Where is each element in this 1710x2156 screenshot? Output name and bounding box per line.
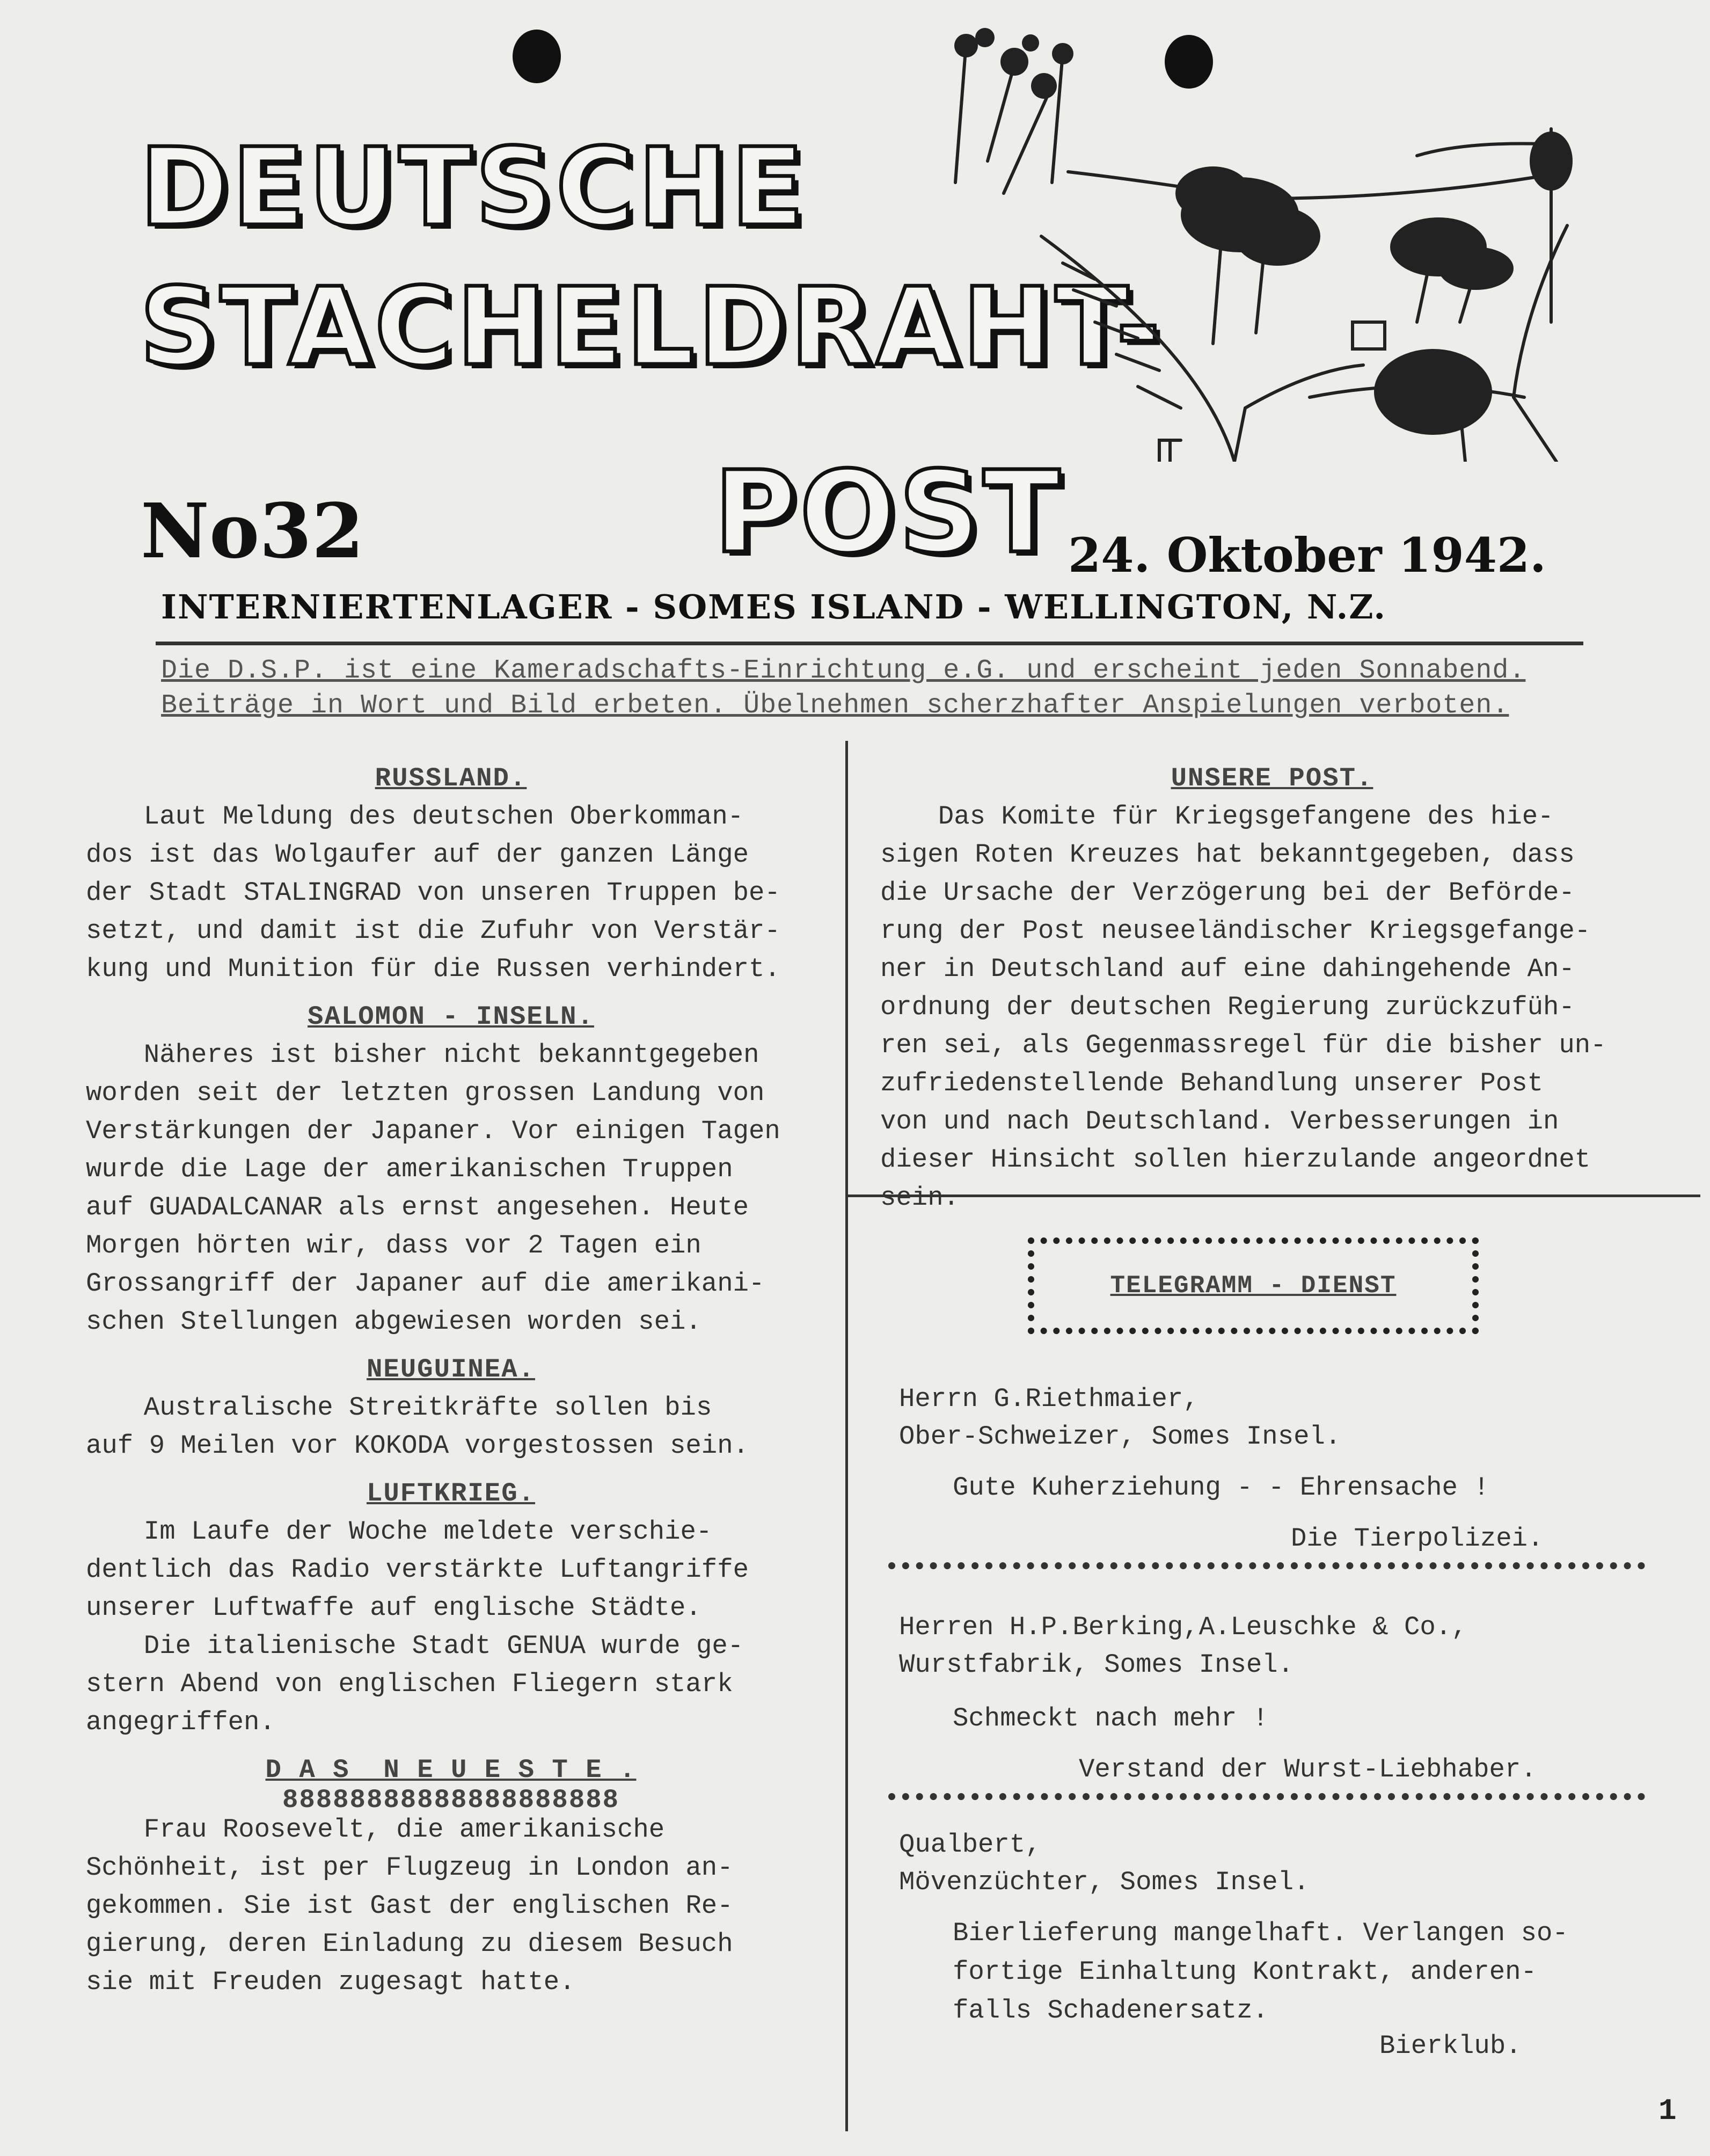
right-column-post <box>880 760 1664 1217</box>
tg1-sender: Die Tierpolizei. <box>1291 1524 1544 1554</box>
telegram-title-box <box>1028 1237 1479 1334</box>
tg1-message: Gute Kuherziehung - - Ehrensache ! <box>953 1473 1489 1503</box>
masthead-line-3: POST <box>714 447 1063 578</box>
tg3-address: Mövenzüchter, Somes Insel. <box>899 1867 1310 1897</box>
article-post: Das Komite für Kriegsgefangene des hie- sigen Roten Kreuzes hat bekanntgegeben, dass die Ursache der Verzögerung bei der Beförde- rung der Post neuseeländischer Kriegsgefange- ner in Deutschland auf eine dahingehende An- ordnung der deutschen Regierung zurückzufüh- ren sei, als Gegenmassregel für die bisher un- zufriedenstellende Behandlung unserer Post von und nach Deutschland. Verbesserungen in dieser Hinsicht sollen hierzulande angeordnet sein. <box>880 802 1606 1213</box>
tg2-sender: Verstand der Wurst-Liebhaber. <box>1079 1754 1537 1784</box>
telegram-separator-2 <box>888 1793 1645 1800</box>
tg3-addressee: Qualbert, <box>899 1830 1041 1860</box>
heading-neueste: D A S N E U E S T E . <box>265 1755 637 1785</box>
tg1-addressee: Herrn G.Riethmaier, <box>899 1384 1199 1414</box>
heading-luftkrieg: LUFTKRIEG. <box>366 1478 536 1509</box>
heading-post: UNSERE POST. <box>1171 763 1373 793</box>
tg2-address: Wurstfabrik, Somes Insel. <box>899 1650 1294 1680</box>
column-divider <box>845 741 848 2131</box>
telegram-separator-1 <box>888 1562 1645 1569</box>
article-salomon: Näheres ist bisher nicht bekanntgegeben worden seit der letzten grossen Landung von Verstärkungen der Japaner. Vor einigen Tagen wurde die Lage der amerikanischen Truppen auf GUADALCANAR als ernst angesehen. Heute Morgen hörten wir, dass vor 2 Tagen ein Grossangriff der Japaner auf die amerikani- schen Stellungen abgewiesen worden sei. <box>86 1040 780 1337</box>
article-luftkrieg-1: Im Laufe der Woche meldete verschie- dentlich das Radio verstärkte Luftangriffe unserer Luftwaffe auf englische Städte. <box>86 1517 749 1623</box>
issue-date: 24. Oktober 1942. <box>1068 527 1546 583</box>
landscape-illustration <box>934 21 1578 462</box>
masthead-line-1: DEUTSCHE <box>140 125 808 250</box>
article-neuguinea: Australische Streitkräfte sollen bis auf 9 Meilen vor KOKODA vorgestossen sein. <box>86 1393 749 1461</box>
tg3-message: Bierlieferung mangelhaft. Verlangen so- fortige Einhaltung Kontrakt, anderen- falls Schadenersatz. <box>953 1918 1568 2026</box>
tg2-message: Schmeckt nach mehr ! <box>953 1703 1269 1733</box>
article-neueste: Frau Roosevelt, die amerikanische Schönheit, ist per Flugzeug in London an- gekommen. Sie ist Gast der englischen Re- gierung, deren Einladung zu diesem Besuch sie mit Freuden zugesagt hatte. <box>86 1815 733 1997</box>
heading-salomon: SALOMON - INSELN. <box>308 1002 594 1032</box>
issue-number: No32 <box>141 487 364 576</box>
page-number: 1 <box>1658 2094 1677 2128</box>
tg1-address: Ober-Schweizer, Somes Insel. <box>899 1422 1341 1452</box>
article-luftkrieg-2: Die italienische Stadt GENUA wurde ge- stern Abend von englischen Fliegern stark angegriffen. <box>86 1631 744 1737</box>
heading-russland: RUSSLAND. <box>375 763 527 793</box>
masthead-line-2: STACHELDRAHT- <box>140 265 1164 390</box>
intro-line-2: Beiträge in Wort und Bild erbeten. Übelnehmen scherzhafter Anspielungen verboten. <box>161 690 1509 721</box>
article-russland: Laut Meldung des deutschen Oberkomman- dos ist das Wolgaufer auf der ganzen Länge der Stadt STALINGRAD von unseren Truppen be- setzt, und damit ist die Zufuhr von Verstär- kung und Munition für die Russen verhindert. <box>86 802 780 984</box>
tg2-addressee: Herren H.P.Berking,A.Leuschke & Co., <box>899 1612 1467 1642</box>
masthead-rule <box>156 642 1583 645</box>
heading-neuguinea: NEUGUINEA. <box>366 1354 536 1385</box>
left-column <box>86 760 816 2001</box>
intro-line-1: Die D.S.P. ist eine Kameradschafts-Einrichtung e.G. und erscheint jeden Sonnabend. <box>161 655 1526 686</box>
camp-subtitle: INTERNIERTENLAGER - SOMES ISLAND - WELLINGTON, N.Z. <box>161 587 1386 627</box>
telegram-title: TELEGRAMM - DIENST <box>1110 1272 1397 1300</box>
tg3-sender: Bierklub. <box>1379 2031 1522 2061</box>
punch-hole-left <box>513 30 561 83</box>
heading-neueste-underline: 88888888888888888888 <box>282 1785 620 1815</box>
